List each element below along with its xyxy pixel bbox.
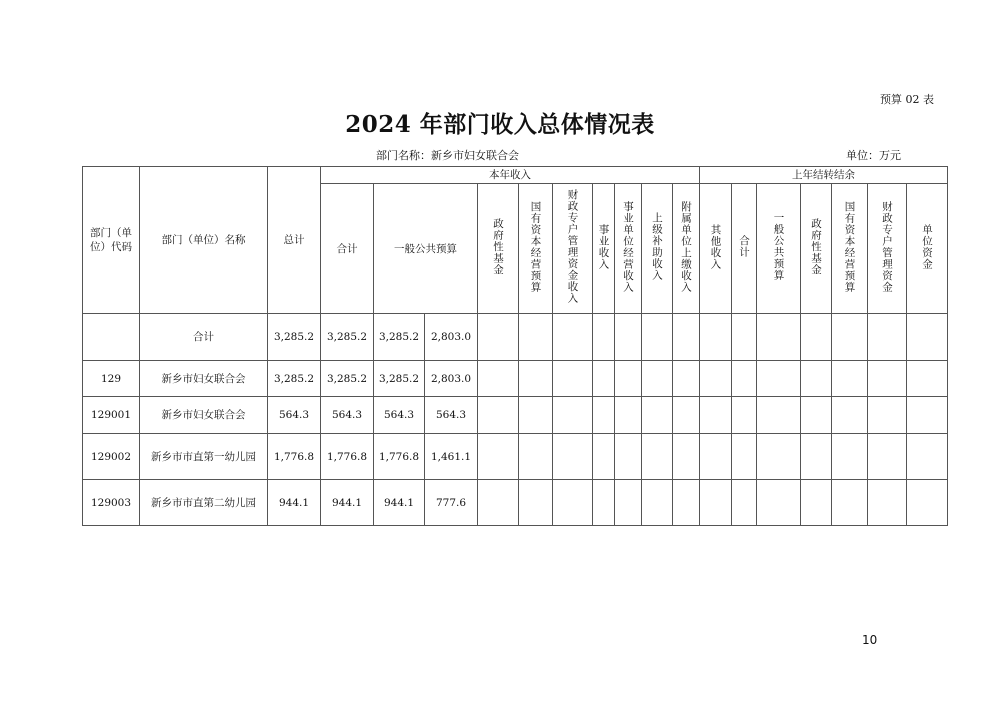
row-code: 129002: [83, 434, 140, 480]
header-py-state-capital: 国有资本经营预算: [832, 184, 868, 314]
header-current-year: 本年收入: [321, 167, 700, 184]
header-cy-subsidy: 上级补助收入: [642, 184, 673, 314]
header-cy-business: 事业收入: [593, 184, 615, 314]
header-py-total: 合计: [732, 184, 757, 314]
row-general-1: 3,285.2: [374, 314, 425, 361]
header-code: 部门（单位）代码: [83, 167, 140, 314]
row-cy-total: 3,285.2: [321, 314, 374, 361]
row-general-2: 1,461.1: [425, 434, 478, 480]
row-name: 新乡市市直第二幼儿园: [140, 480, 268, 526]
header-py-fiscal-special: 财政专户管理资金: [868, 184, 907, 314]
row-total: 1,776.8: [268, 434, 321, 480]
header-cy-gov-fund: 政府性基金: [478, 184, 519, 314]
row-name: 新乡市妇女联合会: [140, 361, 268, 397]
header-py-unit-fund: 单位资金: [907, 184, 948, 314]
header-name: 部门（单位）名称: [140, 167, 268, 314]
row-general-1: 564.3: [374, 397, 425, 434]
table-row: [83, 397, 948, 434]
row-cy-total: 3,285.2: [321, 361, 374, 397]
row-general-2: 777.6: [425, 480, 478, 526]
row-code: [83, 314, 140, 361]
row-cy-total: 944.1: [321, 480, 374, 526]
row-total: 564.3: [268, 397, 321, 434]
table-row: [83, 314, 948, 361]
table-row: [83, 480, 948, 526]
row-code: 129001: [83, 397, 140, 434]
header-cy-total: 合计: [321, 184, 374, 314]
header-prior-year: 上年结转结余: [700, 167, 948, 184]
row-total: 3,285.2: [268, 314, 321, 361]
header-py-gov-fund: 政府性基金: [801, 184, 832, 314]
row-cy-total: 1,776.8: [321, 434, 374, 480]
row-code: 129: [83, 361, 140, 397]
row-total: 944.1: [268, 480, 321, 526]
row-name: 合计: [140, 314, 268, 361]
department-name: 部门名称：新乡市妇女联合会: [376, 149, 519, 162]
table-row: [83, 434, 948, 480]
table-row: [83, 361, 948, 397]
header-cy-general: 一般公共预算: [374, 184, 478, 314]
row-total: 3,285.2: [268, 361, 321, 397]
row-cy-total: 564.3: [321, 397, 374, 434]
header-cy-state-capital: 国有资本经营预算: [519, 184, 553, 314]
row-name: 新乡市妇女联合会: [140, 397, 268, 434]
form-number: 预算 02 表: [880, 93, 934, 106]
header-cy-affiliated: 附属单位上缴收入: [673, 184, 700, 314]
income-table: [82, 166, 948, 526]
row-general-1: 3,285.2: [374, 361, 425, 397]
header-cy-fiscal-special: 财政专户管理资金收入: [553, 184, 593, 314]
header-py-general: 一般公共预算: [757, 184, 801, 314]
row-code: 129003: [83, 480, 140, 526]
row-general-1: 944.1: [374, 480, 425, 526]
row-general-2: 2,803.0: [425, 361, 478, 397]
page-number: 10: [862, 633, 878, 647]
header-cy-operating: 事业单位经营收入: [615, 184, 642, 314]
row-general-2: 2,803.0: [425, 314, 478, 361]
row-general-1: 1,776.8: [374, 434, 425, 480]
header-total: 总计: [268, 167, 321, 314]
unit-label: 单位：万元: [846, 149, 901, 162]
page-title: 2024 年部门收入总体情况表: [345, 111, 655, 138]
row-name: 新乡市市直第一幼儿园: [140, 434, 268, 480]
header-cy-other: 其他收入: [700, 184, 732, 314]
row-general-2: 564.3: [425, 397, 478, 434]
